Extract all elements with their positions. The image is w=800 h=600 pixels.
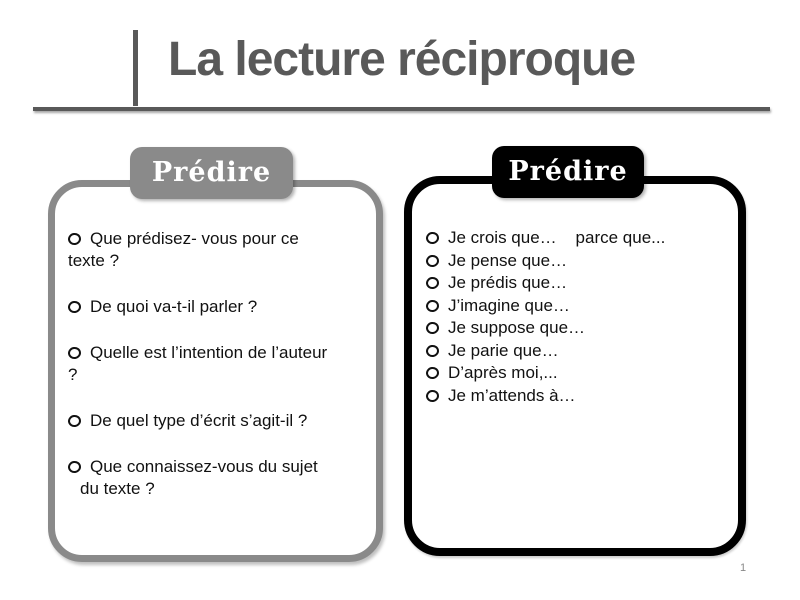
list-item-text: Que connaissez-vous du sujet du texte ?: [80, 457, 318, 498]
circle-bullet-icon: [67, 346, 82, 360]
list-item-text: Je suppose que…: [448, 318, 586, 337]
list-item-text: Je prédis que…: [448, 273, 568, 292]
circle-bullet-icon: [425, 344, 440, 358]
list-item-text: De quel type d’écrit s’agit-il ?: [90, 411, 308, 430]
list-item: [68, 342, 336, 386]
list-item: [426, 295, 718, 318]
list-item-text: J’imagine que…: [448, 295, 570, 315]
circle-bullet-icon: [67, 232, 82, 246]
circle-bullet-icon: [425, 366, 440, 380]
circle-bullet-icon: [425, 321, 440, 335]
right-panel-tab: Prédire: [492, 146, 644, 198]
title-accent-bar: [133, 30, 138, 106]
circle-bullet-icon: [425, 254, 440, 268]
list-item-text: Je parie que…: [448, 340, 559, 360]
list-item: [426, 227, 718, 250]
right-bullet-list: [426, 227, 718, 407]
circle-bullet-icon: [425, 231, 440, 245]
list-item: [68, 410, 336, 432]
list-item: [426, 340, 718, 363]
list-item: [68, 296, 336, 318]
list-item-text: D’après moi,...: [448, 363, 558, 382]
left-bullet-list: [68, 228, 336, 524]
left-panel-tab: Prédire: [130, 147, 293, 199]
circle-bullet-icon: [67, 300, 82, 314]
list-item-text: Je m’attends à…: [448, 385, 576, 405]
circle-bullet-icon: [425, 389, 440, 403]
list-item-text: Que prédisez- vous pour ce texte ?: [68, 229, 299, 270]
circle-bullet-icon: [425, 299, 440, 313]
title-underline: [33, 107, 770, 111]
list-item: [426, 317, 718, 340]
list-item: [426, 385, 718, 408]
circle-bullet-icon: [67, 414, 82, 428]
list-item: [426, 250, 718, 273]
page-number: 1: [740, 562, 747, 574]
list-item-text: Je pense que…: [448, 250, 568, 270]
list-item: [426, 272, 718, 295]
list-item: [68, 456, 336, 500]
list-item: [426, 362, 718, 385]
circle-bullet-icon: [67, 460, 82, 474]
list-item: [68, 228, 336, 272]
circle-bullet-icon: [425, 276, 440, 290]
list-item-text: De quoi va-t-il parler ?: [90, 297, 258, 316]
slide-title: La lecture réciproque: [168, 33, 636, 86]
list-item-text: Je crois que… parce que...: [448, 228, 666, 247]
list-item-text: Quelle est l’intention de l’auteur ?: [68, 343, 328, 384]
